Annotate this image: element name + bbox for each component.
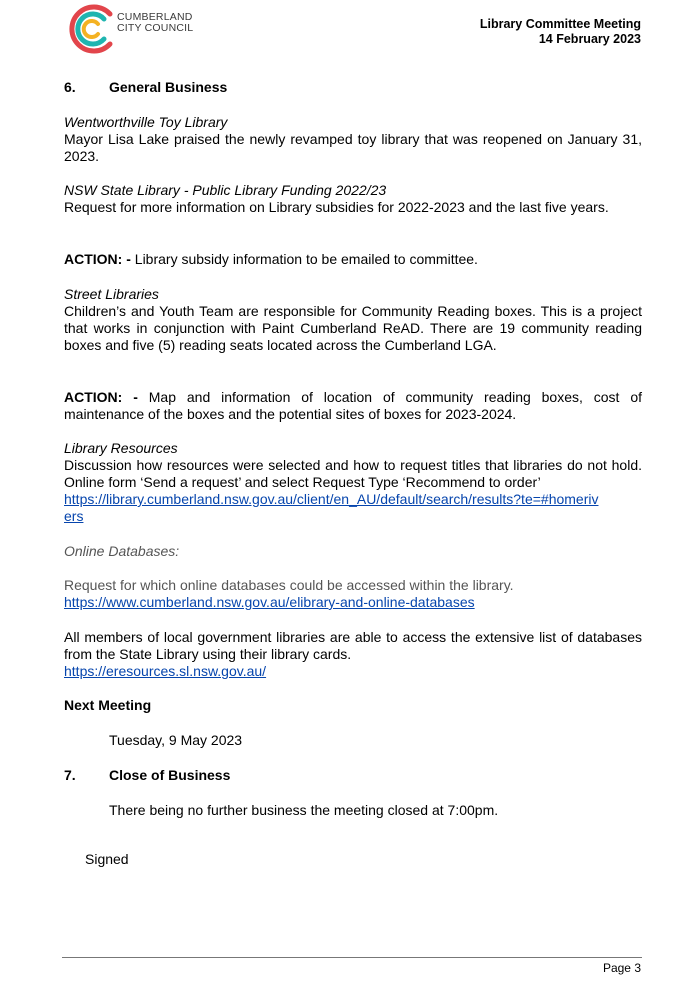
- logo-line1: CUMBERLAND: [117, 11, 193, 23]
- header-title: Library Committee Meeting: [479, 17, 641, 31]
- state-library-text: Request for more information on Library subsidies for 2022-2023 and the last five years.: [64, 199, 609, 215]
- header-block: [480, 17, 641, 47]
- toy-library-heading: Wentworthville Toy Library: [64, 114, 228, 130]
- logo-line2: CITY COUNCIL: [117, 22, 194, 34]
- online-databases-block: [64, 577, 642, 611]
- state-library-heading: NSW State Library - Public Library Funding 2022/23: [64, 182, 387, 198]
- action1-text: Library subsidy information to be emailed to committee.: [134, 251, 478, 267]
- street-libraries-heading: Street Libraries: [64, 286, 159, 302]
- next-meeting-date: Tuesday, 9 May 2023: [109, 732, 243, 748]
- section7-text: There being no further business the meeting closed at 7:00pm.: [109, 802, 499, 818]
- library-resources-link[interactable]: [64, 491, 642, 525]
- state-access-block: [64, 629, 642, 680]
- state-library-block: [64, 182, 642, 216]
- logo-text: [117, 12, 193, 34]
- street-libraries-block: [64, 286, 642, 354]
- action1-line: [64, 251, 642, 268]
- library-resources-link-line1[interactable]: https://library.cumberland.nsw.gov.au/client/en_AU/default/search/results?te=#homeriv: [64, 491, 599, 507]
- action2-label: ACTION: -: [64, 389, 138, 405]
- online-databases-link[interactable]: https://www.cumberland.nsw.gov.au/elibrary-and-online-databases: [64, 594, 475, 610]
- section6-number: 6.: [64, 79, 76, 95]
- state-access-text: All members of local government libraries are able to access the extensive list of databases from the State Library using their library cards.: [64, 629, 642, 662]
- online-databases-text: Request for which online databases could be accessed within the library.: [64, 577, 514, 593]
- action2-text: Map and information of location of community reading boxes, cost of maintenance of the boxes and the potential sites of boxes for 2023-2024.: [64, 389, 642, 422]
- action2-line: [64, 389, 642, 423]
- signed-label: Signed: [85, 851, 129, 867]
- state-access-link[interactable]: https://eresources.sl.nsw.gov.au/: [64, 663, 267, 679]
- library-resources-text: Discussion how resources were selected and how to request titles that libraries do not hold. Online form ‘Send a request’ and select Request Type ‘Recommend to order’: [64, 457, 642, 490]
- online-databases-heading: Online Databases:: [64, 543, 180, 559]
- page-number: Page 3: [602, 961, 641, 975]
- section7-title: Close of Business: [109, 767, 231, 783]
- library-resources-link-line2[interactable]: ers: [64, 508, 84, 524]
- toy-library-block: [64, 114, 642, 165]
- section7-number: 7.: [64, 767, 76, 783]
- section6-title: General Business: [109, 79, 228, 95]
- next-meeting-heading: Next Meeting: [64, 697, 152, 713]
- footer-divider: [62, 957, 642, 958]
- action1-label: ACTION: -: [64, 251, 131, 267]
- header-date: 14 February 2023: [538, 32, 641, 46]
- library-resources-block: [64, 440, 642, 525]
- library-resources-heading: Library Resources: [64, 440, 178, 456]
- toy-library-text: Mayor Lisa Lake praised the newly revamped toy library that was reopened on January 31, 2023.: [64, 131, 642, 164]
- street-libraries-text: Children’s and Youth Team are responsible for Community Reading boxes. This is a project that works in conjunction with Paint Cumberland ReAD. There are 19 community reading boxes and five (5) reading seats located across the Cumberland LGA.: [64, 303, 642, 353]
